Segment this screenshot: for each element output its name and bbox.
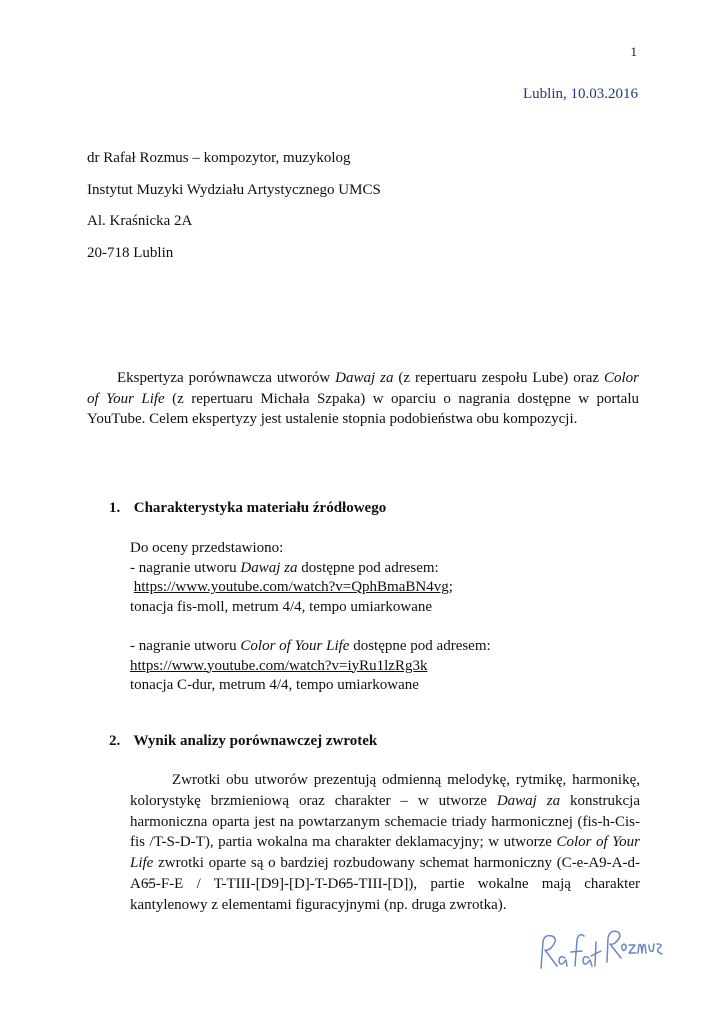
page-number: 1 (630, 44, 637, 59)
recording2-link[interactable]: https://www.youtube.com/watch?v=iyRu1lzRg3k (130, 657, 428, 674)
section2-text-3: zwrotki oparte są o bardziej rozbudowany schemat harmoniczny (C-e-A9-A-d-A6̶5-F-E / T-TIII-[D9]-[D]-T-D6̶5-TIII-[D]), partie wokalne mają charakter kantylenowy z elementami figuracyjnymi (np. druga zwrotka). (130, 855, 640, 913)
author-street: Al. Kraśnicka 2A (87, 213, 193, 229)
recording1-title: Dawaj za (240, 559, 298, 576)
section2-text-2: konstrukcja harmoniczna oparta jest na powtarzanym schemacie triady harmonicznej (fis-h-Cis-fis /T-S-D-T), partia wokalna ma charakter deklamacyjny; w utworze (130, 792, 640, 851)
recording1-line (130, 559, 640, 579)
section2-paragraph (130, 770, 640, 916)
section1-number: 1. (109, 500, 121, 516)
section1-title: Charakterystyka materiału źródłowego (133, 500, 387, 516)
recording2-prefix: - nagranie utworu (130, 637, 241, 654)
section2-text-1: Zwrotki obu utworów prezentują odmienną melodykę, rytmikę, harmonikę, kolorystykę brzmieniową oraz charakter – w utworze (130, 772, 640, 809)
section2-number: 2. (109, 733, 121, 749)
signature-image (535, 920, 667, 980)
section2-title: Wynik analizy porównawczej zwrotek (133, 733, 378, 749)
intro-title-dawaj-za: Dawaj za (335, 370, 394, 386)
intro-title-color-of-your-life: Color of Your Life (87, 370, 639, 407)
author-institution: Instytut Muzyki Wydziału Artystycznego UMCS (87, 181, 381, 198)
recording1-prefix: - nagranie utworu (130, 559, 241, 576)
author-name: dr Rafał Rozmus – kompozytor, muzykolog (87, 150, 351, 166)
recording1-link[interactable]: https://www.youtube.com/watch?v=QphBmaBN4vg (133, 579, 449, 596)
section1-heading (109, 500, 386, 517)
spacer (130, 617, 640, 637)
recording2-line (130, 637, 640, 657)
date-line: Lublin, 10.03.2016 (523, 86, 638, 102)
recording2-title: Color of Your Life (240, 637, 350, 654)
section2-title-color-of-your-life: Color of Your Life (130, 834, 641, 872)
recording1-url-line (130, 578, 640, 598)
author-block (87, 148, 381, 274)
recording2-url-line (130, 657, 640, 677)
recording2-info: tonacja C-dur, metrum 4/4, tempo umiarkowane (130, 677, 419, 694)
intro-paragraph (87, 368, 639, 430)
intro-text-1: Ekspertyza porównawcza utworów (117, 370, 336, 386)
intro-text-2: (z repertuaru zespołu Lube) oraz (393, 370, 604, 386)
section2-title-dawaj-za: Dawaj za (496, 792, 561, 809)
recording2-suffix: dostępne pod adresem: (349, 637, 491, 654)
section1-lead: Do oceny przedstawiono: (130, 540, 284, 556)
author-city: 20-718 Lublin (87, 244, 174, 261)
recording1-url-tail: ; (448, 579, 453, 596)
recording1-info: tonacja fis-moll, metrum 4/4, tempo umiarkowane (130, 598, 433, 615)
section1-body (130, 539, 640, 696)
recording1-suffix: dostępne pod adresem: (297, 559, 439, 576)
section2-heading (109, 733, 377, 750)
intro-text-3: (z repertuaru Michała Szpaka) w oparciu o nagrania dostępne w portalu YouTube. Celem ekspertyzy jest ustalenie stopnia podobieństwa obu kompozycji. (87, 390, 639, 427)
